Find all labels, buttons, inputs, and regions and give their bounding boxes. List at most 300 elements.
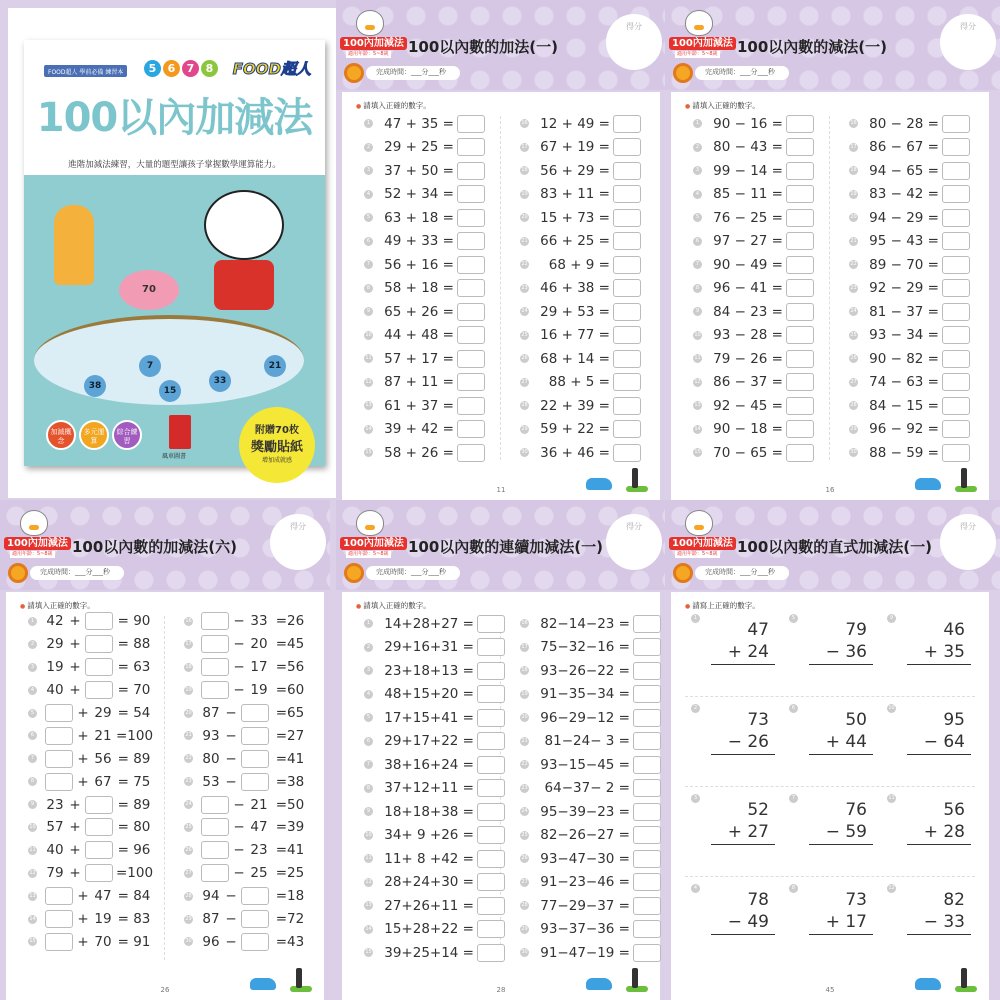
- answer-box[interactable]: [633, 756, 661, 774]
- age-badge: 6: [163, 60, 180, 77]
- answer-box[interactable]: [241, 910, 269, 928]
- equation-part: = 80: [117, 819, 151, 836]
- problem-row: [849, 418, 970, 442]
- question-number: 21: [521, 237, 528, 244]
- answer-box[interactable]: [201, 796, 229, 814]
- answer-box[interactable]: [633, 662, 661, 680]
- equation-part: 23: [46, 796, 64, 813]
- equation-part: +: [77, 727, 89, 744]
- answer-line[interactable]: [711, 934, 775, 935]
- question-number: 11: [365, 355, 372, 362]
- problem-row: [520, 800, 661, 824]
- book-cover[interactable]: [24, 40, 325, 466]
- answer-box[interactable]: [942, 303, 970, 321]
- answer-box[interactable]: [241, 750, 269, 768]
- answer-box[interactable]: [85, 818, 113, 836]
- problem-row: [28, 862, 153, 885]
- answer-box[interactable]: [45, 773, 73, 791]
- completion-time[interactable]: 完成時間：___分___秒: [366, 566, 460, 580]
- problem-row: [520, 253, 641, 277]
- problem-row: [849, 159, 970, 183]
- answer-box[interactable]: [633, 897, 661, 915]
- equation-part: −: [233, 819, 245, 836]
- equation-text: 82−14−23 =: [540, 615, 630, 632]
- question-number: 2: [28, 640, 37, 649]
- age-badges: [144, 60, 218, 77]
- question-number: 15: [694, 449, 701, 456]
- answer-line[interactable]: [907, 844, 971, 845]
- operator-number: + 24: [727, 642, 769, 662]
- equation-text: 94 − 29 =: [869, 209, 939, 226]
- answer-box[interactable]: [457, 326, 485, 344]
- equation-text: 77−29−37 =: [540, 897, 630, 914]
- answer-box[interactable]: [613, 232, 641, 250]
- answer-box[interactable]: [201, 818, 229, 836]
- answer-box[interactable]: [477, 850, 505, 868]
- answer-box[interactable]: [457, 115, 485, 133]
- answer-box[interactable]: [633, 709, 661, 727]
- answer-box[interactable]: [45, 704, 73, 722]
- problem-row: [364, 847, 505, 871]
- equation-text: 47 + 35 =: [384, 115, 454, 132]
- question-number: 21: [185, 732, 192, 739]
- problem-row: [28, 633, 153, 656]
- problem-row: [184, 885, 308, 908]
- answer-box[interactable]: [477, 756, 505, 774]
- answer-box[interactable]: [457, 256, 485, 274]
- equation-part: 19: [46, 659, 64, 676]
- operator-number: − 36: [825, 642, 867, 662]
- equation-part: −: [225, 750, 237, 767]
- answer-box[interactable]: [477, 685, 505, 703]
- equation-text: 96−29−12 =: [540, 709, 630, 726]
- question-number: 17: [521, 143, 528, 150]
- answer-line[interactable]: [711, 664, 775, 665]
- question-number: 9: [364, 307, 373, 316]
- answer-box[interactable]: [201, 681, 229, 699]
- top-number: 52: [747, 800, 769, 820]
- clock-icon: [344, 563, 364, 583]
- answer-box[interactable]: [457, 444, 485, 462]
- answer-box[interactable]: [942, 185, 970, 203]
- answer-box[interactable]: [85, 635, 113, 653]
- answer-box[interactable]: [633, 850, 661, 868]
- answer-box[interactable]: [786, 138, 814, 156]
- problem-row: [364, 894, 505, 918]
- answer-box[interactable]: [786, 232, 814, 250]
- traffic-light-icon: [632, 968, 638, 988]
- answer-box[interactable]: [85, 796, 113, 814]
- page-header: [0, 500, 330, 590]
- answer-box[interactable]: [241, 773, 269, 791]
- answer-box[interactable]: [477, 662, 505, 680]
- equation-text: 81−24− 3 =: [544, 733, 630, 750]
- series-logo: 100內加減法: [340, 37, 407, 50]
- problem-row: [520, 418, 641, 442]
- answer-box[interactable]: [477, 920, 505, 938]
- answer-box[interactable]: [613, 138, 641, 156]
- answer-box[interactable]: [477, 897, 505, 915]
- answer-box[interactable]: [633, 944, 661, 962]
- answer-box[interactable]: [457, 303, 485, 321]
- answer-box[interactable]: [786, 256, 814, 274]
- series-logo: 100內加減法: [669, 537, 736, 550]
- question-number: 14: [365, 925, 372, 932]
- answer-box[interactable]: [942, 209, 970, 227]
- answer-box[interactable]: [45, 887, 73, 905]
- vertical-problem: [691, 704, 781, 784]
- problem-row: [364, 253, 485, 277]
- answer-box[interactable]: [477, 638, 505, 656]
- answer-box[interactable]: [786, 185, 814, 203]
- answer-box[interactable]: [942, 115, 970, 133]
- answer-box[interactable]: [457, 350, 485, 368]
- answer-box[interactable]: [786, 350, 814, 368]
- answer-box[interactable]: [201, 612, 229, 630]
- answer-box[interactable]: [613, 326, 641, 344]
- score-circle[interactable]: 得分: [606, 14, 662, 70]
- answer-box[interactable]: [786, 162, 814, 180]
- answer-box[interactable]: [942, 138, 970, 156]
- question-number: 28: [521, 902, 528, 909]
- answer-box[interactable]: [457, 232, 485, 250]
- question-number: 23: [521, 284, 528, 291]
- problem-row: [520, 871, 661, 895]
- completion-time[interactable]: 完成時間：___分___秒: [366, 66, 460, 80]
- answer-box[interactable]: [633, 779, 661, 797]
- answer-box[interactable]: [633, 826, 661, 844]
- question-number: 30: [521, 949, 528, 956]
- answer-box[interactable]: [786, 444, 814, 462]
- equation-part: 67: [94, 773, 112, 790]
- answer-box[interactable]: [613, 303, 641, 321]
- question-number: 19: [850, 190, 857, 197]
- equation-text: 67 + 19 =: [540, 139, 610, 156]
- question-number: 14: [29, 915, 36, 922]
- answer-box[interactable]: [942, 444, 970, 462]
- answer-box[interactable]: [633, 920, 661, 938]
- equation-text: 44 + 48 =: [384, 327, 454, 344]
- answer-box[interactable]: [786, 209, 814, 227]
- problem-row: [364, 230, 485, 254]
- vertical-problem: [691, 614, 781, 694]
- answer-box[interactable]: [477, 826, 505, 844]
- traffic-light-icon: [632, 468, 638, 488]
- answer-box[interactable]: [613, 444, 641, 462]
- equation-part: = 75: [117, 773, 151, 790]
- question-number: 14: [365, 425, 372, 432]
- worksheet-body: [342, 92, 660, 500]
- answer-box[interactable]: [613, 185, 641, 203]
- answer-box[interactable]: [942, 256, 970, 274]
- question-number: 4: [693, 190, 702, 199]
- equation-text: 39+25+14 =: [384, 944, 474, 961]
- answer-box[interactable]: [241, 727, 269, 745]
- answer-box[interactable]: [613, 209, 641, 227]
- clock-icon: [673, 563, 693, 583]
- problem-row: [520, 777, 661, 801]
- answer-box[interactable]: [45, 727, 73, 745]
- answer-box[interactable]: [457, 138, 485, 156]
- answer-line[interactable]: [809, 844, 873, 845]
- answer-box[interactable]: [633, 873, 661, 891]
- problem-row: [520, 730, 661, 754]
- problem-row: [364, 800, 505, 824]
- question-number: 4: [691, 884, 700, 893]
- question-number: 3: [28, 663, 37, 672]
- answer-box[interactable]: [85, 864, 113, 882]
- answer-box[interactable]: [241, 704, 269, 722]
- problem-row: [693, 371, 814, 395]
- question-number: 7: [789, 794, 798, 803]
- equation-part: +: [77, 773, 89, 790]
- problem-column: [520, 112, 641, 465]
- equation-text: 84 − 15 =: [869, 397, 939, 414]
- answer-box[interactable]: [45, 933, 73, 951]
- problem-row: [693, 394, 814, 418]
- answer-line[interactable]: [907, 934, 971, 935]
- problem-row: [364, 206, 485, 230]
- equation-text: 29+17+22 =: [384, 733, 474, 750]
- problem-column: [364, 112, 485, 465]
- answer-box[interactable]: [633, 803, 661, 821]
- score-circle[interactable]: 得分: [270, 514, 326, 570]
- answer-box[interactable]: [457, 279, 485, 297]
- problem-row: [364, 136, 485, 160]
- answer-box[interactable]: [201, 864, 229, 882]
- vertical-problem: [887, 884, 977, 964]
- question-number: 24: [850, 308, 857, 315]
- equation-part: 33: [250, 613, 268, 630]
- answer-box[interactable]: [85, 658, 113, 676]
- car-icon: [915, 978, 941, 990]
- answer-box[interactable]: [786, 279, 814, 297]
- question-number: 13: [694, 402, 701, 409]
- answer-box[interactable]: [45, 910, 73, 928]
- answer-box[interactable]: [942, 162, 970, 180]
- answer-box[interactable]: [85, 612, 113, 630]
- page-header: [665, 0, 1000, 90]
- equation-part: 79: [46, 865, 64, 882]
- question-number: 4: [364, 190, 373, 199]
- tadpole: 21: [264, 355, 286, 377]
- question-number: 18: [521, 667, 528, 674]
- answer-box[interactable]: [241, 933, 269, 951]
- page-header: [336, 0, 666, 90]
- problem-row: [364, 918, 505, 942]
- answer-box[interactable]: [633, 685, 661, 703]
- question-number: 4: [364, 690, 373, 699]
- answer-line[interactable]: [907, 754, 971, 755]
- answer-box[interactable]: [613, 420, 641, 438]
- problem-row: [184, 656, 308, 679]
- operator-number: + 28: [923, 822, 965, 842]
- vertical-problem: [789, 794, 879, 874]
- equation-part: 47: [94, 888, 112, 905]
- answer-box[interactable]: [786, 115, 814, 133]
- question-number: 2: [364, 143, 373, 152]
- answer-box[interactable]: [613, 397, 641, 415]
- feature-badge: 綜合練習: [112, 420, 142, 450]
- question-number: 26: [521, 855, 528, 862]
- equation-text: 88 − 59 =: [869, 444, 939, 461]
- answer-box[interactable]: [201, 635, 229, 653]
- answer-box[interactable]: [942, 279, 970, 297]
- equation-text: 92 − 29 =: [869, 280, 939, 297]
- answer-box[interactable]: [457, 420, 485, 438]
- instruction: ● 請填入正確的數字。: [356, 600, 431, 611]
- answer-box[interactable]: [633, 638, 661, 656]
- answer-box[interactable]: [786, 373, 814, 391]
- equation-text: 87 + 11 =: [384, 374, 454, 391]
- equation-text: 63 + 18 =: [384, 209, 454, 226]
- equation-part: =65: [275, 705, 305, 721]
- page-number: 26: [160, 986, 170, 994]
- answer-box[interactable]: [201, 658, 229, 676]
- answer-box[interactable]: [786, 303, 814, 321]
- answer-box[interactable]: [477, 709, 505, 727]
- answer-box[interactable]: [477, 779, 505, 797]
- answer-line[interactable]: [809, 664, 873, 665]
- answer-box[interactable]: [241, 887, 269, 905]
- answer-box[interactable]: [457, 373, 485, 391]
- worksheet-page: [0, 500, 330, 1000]
- answer-line[interactable]: [809, 754, 873, 755]
- question-number: 6: [364, 237, 373, 246]
- question-number: 10: [888, 705, 895, 711]
- answer-box[interactable]: [613, 256, 641, 274]
- answer-box[interactable]: [457, 209, 485, 227]
- score-circle[interactable]: 得分: [940, 514, 996, 570]
- answer-line[interactable]: [711, 844, 775, 845]
- answer-box[interactable]: [477, 803, 505, 821]
- answer-box[interactable]: [613, 350, 641, 368]
- answer-line[interactable]: [907, 664, 971, 665]
- question-number: 15: [29, 938, 36, 945]
- answer-box[interactable]: [786, 397, 814, 415]
- answer-box[interactable]: [942, 373, 970, 391]
- equation-part: +: [69, 613, 81, 630]
- question-number: 6: [789, 704, 798, 713]
- question-number: 12: [888, 885, 895, 891]
- question-number: 23: [521, 784, 528, 791]
- answer-box[interactable]: [457, 162, 485, 180]
- problem-row: [364, 324, 485, 348]
- problem-row: [520, 612, 661, 636]
- problem-row: [364, 659, 505, 683]
- question-number: 24: [185, 801, 192, 808]
- question-number: 22: [185, 755, 192, 762]
- equation-part: 42: [46, 613, 64, 630]
- question-number: 28: [185, 892, 192, 899]
- answer-box[interactable]: [786, 326, 814, 344]
- answer-box[interactable]: [201, 841, 229, 859]
- problem-row: [693, 418, 814, 442]
- question-number: 19: [521, 190, 528, 197]
- problem-row: [693, 206, 814, 230]
- answer-box[interactable]: [942, 397, 970, 415]
- traffic-light-icon: [296, 968, 302, 988]
- answer-box[interactable]: [477, 944, 505, 962]
- score-circle[interactable]: 得分: [606, 514, 662, 570]
- answer-box[interactable]: [477, 732, 505, 750]
- completion-time[interactable]: 完成時間：___分___秒: [695, 566, 789, 580]
- answer-box[interactable]: [613, 115, 641, 133]
- equation-part: =56: [275, 659, 305, 676]
- answer-box[interactable]: [942, 232, 970, 250]
- question-number: 15: [365, 949, 372, 956]
- answer-line[interactable]: [711, 754, 775, 755]
- answer-box[interactable]: [942, 420, 970, 438]
- question-number: 4: [28, 686, 37, 695]
- equation-part: −: [233, 636, 245, 653]
- answer-box[interactable]: [942, 326, 970, 344]
- answer-box[interactable]: [45, 750, 73, 768]
- equation-part: 87: [202, 911, 220, 928]
- answer-line[interactable]: [809, 934, 873, 935]
- answer-box[interactable]: [613, 279, 641, 297]
- problem-row: [693, 112, 814, 136]
- operator-number: − 64: [923, 732, 965, 752]
- question-number: 15: [365, 449, 372, 456]
- question-number: 3: [364, 166, 373, 175]
- vertical-problem: [887, 704, 977, 784]
- answer-box[interactable]: [477, 615, 505, 633]
- equation-part: =41: [275, 842, 305, 859]
- equation-text: 39 + 42 =: [384, 421, 454, 438]
- worksheet-page: [336, 0, 666, 500]
- answer-box[interactable]: [633, 732, 661, 750]
- sticker-sub: 增加成就感: [261, 457, 292, 464]
- question-number: 8: [693, 284, 702, 293]
- answer-box[interactable]: [457, 397, 485, 415]
- answer-box[interactable]: [786, 420, 814, 438]
- score-circle[interactable]: 得分: [940, 14, 996, 70]
- question-number: 12: [29, 869, 36, 876]
- equation-part: +: [69, 636, 81, 653]
- equation-part: =43: [275, 933, 305, 950]
- completion-time[interactable]: 完成時間：___分___秒: [695, 66, 789, 80]
- question-number: 27: [521, 378, 528, 385]
- answer-box[interactable]: [477, 873, 505, 891]
- mascot-body: [214, 260, 274, 310]
- worksheet-body: [671, 92, 989, 500]
- answer-box[interactable]: [457, 185, 485, 203]
- question-number: 5: [693, 213, 702, 222]
- clock-icon: [8, 563, 28, 583]
- problem-row: [520, 300, 641, 324]
- problem-row: [184, 633, 308, 656]
- answer-box[interactable]: [85, 841, 113, 859]
- worksheet-page: [336, 500, 666, 1000]
- answer-box[interactable]: [613, 162, 641, 180]
- car-icon: [586, 478, 612, 490]
- question-number: 7: [364, 760, 373, 769]
- equation-part: 21: [250, 796, 268, 813]
- brand-logo: FOOD超人: [232, 60, 311, 78]
- equation-text: 28+24+30 =: [384, 874, 474, 891]
- problem-row: [849, 230, 970, 254]
- completion-time[interactable]: 完成時間：___分___秒: [30, 566, 124, 580]
- answer-box[interactable]: [942, 350, 970, 368]
- answer-box[interactable]: [85, 681, 113, 699]
- equation-text: 61 + 37 =: [384, 397, 454, 414]
- series-logo-sub: 適用年齡：5~8歲: [12, 551, 53, 557]
- equation-text: 16 + 77 =: [540, 327, 610, 344]
- answer-box[interactable]: [633, 615, 661, 633]
- answer-box[interactable]: [613, 373, 641, 391]
- operator-number: + 44: [825, 732, 867, 752]
